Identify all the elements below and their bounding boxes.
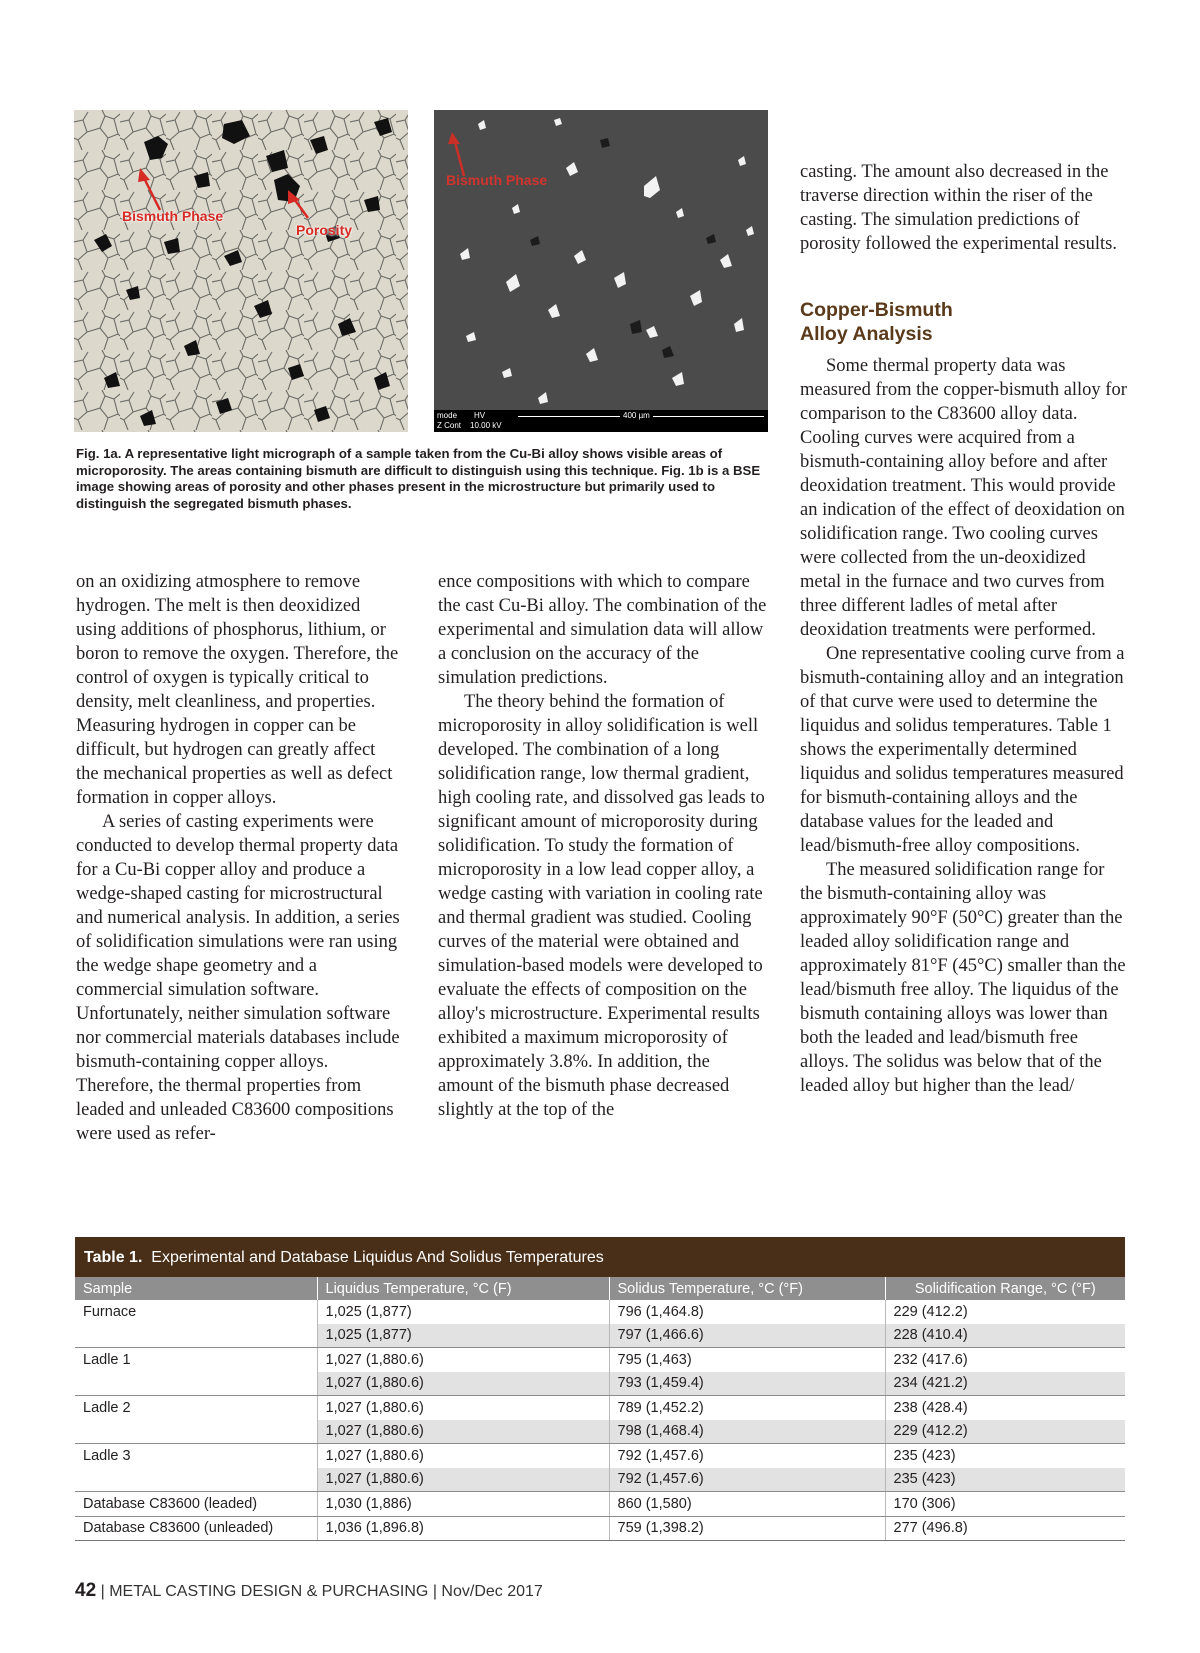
text-column-1 (76, 570, 401, 1146)
scale-bar (434, 410, 768, 432)
cell-solidus: 793 (1,459.4) (609, 1372, 885, 1396)
cell-solidus: 860 (1,580) (609, 1492, 885, 1517)
table-row (75, 1372, 1125, 1396)
cell-liquidus: 1,027 (1,880.6) (317, 1396, 609, 1420)
header-sample: Sample (75, 1277, 317, 1300)
col1-paragraph-1: on an oxidizing atmosphere to remove hydrogen. The melt is then deoxidized using additions of phosphorus, lithium, or boron to remove the oxygen. Therefore, the control of oxygen is typically critical to density, melt cleanliness, and properties. Measuring hydrogen in copper can be difficult, but hydrogen can greatly affect the mechanical properties as well as defect formation in copper alloys. (76, 572, 399, 808)
text-column-2 (438, 570, 768, 1122)
col2-paragraph-2: The theory behind the formation of microporosity in alloy solidification is well developed. The combination of a long solidification range, low thermal gradient, high cooling rate, and dissolved gas leads to significant amount of microporosity during solidification. To study the formation of microporosity in a low lead copper alloy, a wedge casting with variation in cooling rate and thermal gradient was studied. Cooling curves of the material were obtained and simulation-based models were developed to evaluate the effects of composition on the alloy's microstructure. Experimental results exhibited a maximum microporosity of approximately 3.8%. In addition, the amount of the bismuth phase decreased slightly at the top of the (438, 692, 765, 1120)
table-row (75, 1468, 1125, 1492)
page-footer (75, 1580, 543, 1602)
cell-solidus: 798 (1,468.4) (609, 1420, 885, 1444)
bse-image (434, 110, 768, 410)
label-porosity: Porosity (296, 222, 353, 238)
cell-solidus: 792 (1,457.6) (609, 1468, 885, 1492)
cell-liquidus: 1,030 (1,886) (317, 1492, 609, 1517)
table-label: Table 1. (84, 1249, 143, 1266)
cell-solidus: 759 (1,398.2) (609, 1516, 885, 1541)
table-row (75, 1444, 1125, 1468)
cell-solidus: 795 (1,463) (609, 1348, 885, 1372)
table-row (75, 1300, 1125, 1324)
cell-liquidus: 1,027 (1,880.6) (317, 1444, 609, 1468)
table-header-row (75, 1277, 1125, 1300)
cell-liquidus: 1,036 (1,896.8) (317, 1516, 609, 1541)
cell-solidus: 796 (1,464.8) (609, 1300, 885, 1324)
cell-range: 235 (423) (885, 1468, 1125, 1492)
cell-sample: Ladle 1 (75, 1348, 317, 1372)
scale-hv-label: HV (474, 411, 486, 420)
cell-liquidus: 1,027 (1,880.6) (317, 1420, 609, 1444)
cell-liquidus: 1,025 (1,877) (317, 1324, 609, 1348)
micrograph-1a-image (74, 110, 408, 432)
table-row (75, 1516, 1125, 1541)
cell-sample: Furnace (75, 1300, 317, 1324)
cell-liquidus: 1,025 (1,877) (317, 1300, 609, 1324)
footer-separator-1: | (100, 1583, 105, 1600)
cell-sample (75, 1468, 317, 1492)
header-liquidus: Liquidus Temperature, °C (F) (317, 1277, 609, 1300)
cell-range: 229 (412.2) (885, 1420, 1125, 1444)
cell-sample (75, 1372, 317, 1396)
cell-liquidus: 1,027 (1,880.6) (317, 1372, 609, 1396)
cell-sample (75, 1324, 317, 1348)
col3-paragraph-1: Some thermal property data was measured from the copper-bismuth alloy for comparison to the C83600 alloy data. Cooling curves were acquired from a bismuth-containing alloy before and after deoxidation treatment. This would provide an indication of the effect of deoxidation on solidification range. Two cooling curves were collected from the un-deoxidized metal in the furnace and two curves from three different ladles of metal after deoxidation treatments were performed. (800, 356, 1127, 640)
scale-length: 400 µm (620, 411, 653, 420)
heading-line-1: Copper-Bismuth (800, 299, 953, 321)
cell-sample (75, 1420, 317, 1444)
cell-sample: Database C83600 (unleaded) (75, 1516, 317, 1541)
table-title: Experimental and Database Liquidus And Solidus Temperatures (151, 1249, 604, 1266)
heading-line-2: Alloy Analysis (800, 323, 933, 345)
label-bismuth-phase-1a: Bismuth Phase (122, 208, 224, 224)
col3-paragraph-0: casting. The amount also decreased in the traverse direction within the riser of the casting. The simulation predictions of porosity followed the experimental results. (800, 162, 1117, 254)
header-solidus: Solidus Temperature, °C (°F) (609, 1277, 885, 1300)
cell-range: 229 (412.2) (893, 1303, 968, 1320)
cell-solidus: 792 (1,457.6) (609, 1444, 885, 1468)
table-row (75, 1348, 1125, 1372)
table-1 (75, 1237, 1125, 1541)
scale-mode-label: mode (437, 411, 458, 420)
header-range: Solidification Range, °C (°F) (885, 1277, 1125, 1300)
page-number: 42 (75, 1580, 97, 1601)
cell-range: 234 (421.2) (885, 1372, 1125, 1396)
table-row (75, 1420, 1125, 1444)
cell-liquidus: 1,027 (1,880.6) (317, 1468, 609, 1492)
cell-sample: Ladle 3 (75, 1444, 317, 1468)
cell-range: 277 (496.8) (885, 1516, 1125, 1541)
cell-range: 238 (428.4) (893, 1399, 968, 1416)
temperature-table (75, 1277, 1125, 1541)
cell-range: 170 (306) (885, 1492, 1125, 1517)
col3-paragraph-2: One representative cooling curve from a bismuth-containing alloy and an integration of that curve were used to determine the liquidus and solidus temperatures. Table 1 shows the experimentally determined liquidus and solidus temperatures measured for bismuth-containing alloys and the database values for the leaded and lead/bismuth-free alloy compositions. (800, 644, 1125, 856)
section-heading (800, 298, 1130, 346)
cell-solidus: 797 (1,466.6) (609, 1324, 885, 1348)
label-bismuth-phase-1b: Bismuth Phase (446, 172, 548, 188)
scale-zcont-label: Z Cont (437, 421, 462, 430)
cell-liquidus: 1,027 (1,880.6) (317, 1348, 609, 1372)
table-row (75, 1492, 1125, 1517)
table-row (75, 1324, 1125, 1348)
text-column-3 (800, 354, 1130, 1098)
magazine-name: METAL CASTING DESIGN & PURCHASING (109, 1583, 429, 1600)
cell-sample: Ladle 2 (75, 1396, 317, 1420)
cell-range: 232 (417.6) (893, 1351, 968, 1368)
scale-kv-value: 10.00 kV (470, 421, 502, 430)
figure-caption: Fig. 1a. A representative light micrograph of a sample taken from the Cu-Bi alloy shows visible areas of microporosity. The areas containing bismuth are difficult to distinguish using this technique. Fig. 1b is a BSE image showing areas of porosity and other phases present in the microstructure but primarily used to distinguish the segregated bismuth phases. (76, 446, 761, 511)
col1-paragraph-2: A series of casting experiments were conducted to develop thermal property data for a Cu-Bi copper alloy and produce a wedge-shaped casting for microstructural and numerical analysis. In addition, a series of solidification simulations were ran using the wedge shape geometry and a commercial simulation software. Unfortunately, neither simulation software nor commercial materials databases include bismuth-containing copper alloys. Therefore, the thermal properties from leaded and unleaded C83600 compositions were used as refer- (76, 812, 400, 1144)
cell-solidus: 789 (1,452.2) (609, 1396, 885, 1420)
issue-date: Nov/Dec 2017 (441, 1583, 543, 1600)
text-column-3-top (800, 160, 1130, 256)
figure-1b-bse-image (434, 110, 768, 432)
cell-sample: Database C83600 (leaded) (75, 1492, 317, 1517)
col2-paragraph-1: ence compositions with which to compare the cast Cu-Bi alloy. The combination of the experimental and simulation data will allow a conclusion on the accuracy of the simulation predictions. (438, 572, 767, 688)
figure-1a-micrograph (74, 110, 408, 432)
cell-range: 228 (410.4) (885, 1324, 1125, 1348)
table-row (75, 1396, 1125, 1420)
cell-range: 235 (423) (893, 1447, 956, 1464)
footer-separator-2: | (432, 1583, 437, 1600)
col3-paragraph-3: The measured solidification range for the bismuth-containing alloy was approximately 90°F (50°C) greater than the leaded alloy solidification range and approximately 81°F (45°C) smaller than the lead/bismuth free alloy. The liquidus of the bismuth containing alloys was lower than both the leaded and lead/bismuth free alloys. The solidus was below that of the leaded alloy but higher than the lead/ (800, 860, 1126, 1096)
table-title-bar (75, 1237, 1125, 1277)
